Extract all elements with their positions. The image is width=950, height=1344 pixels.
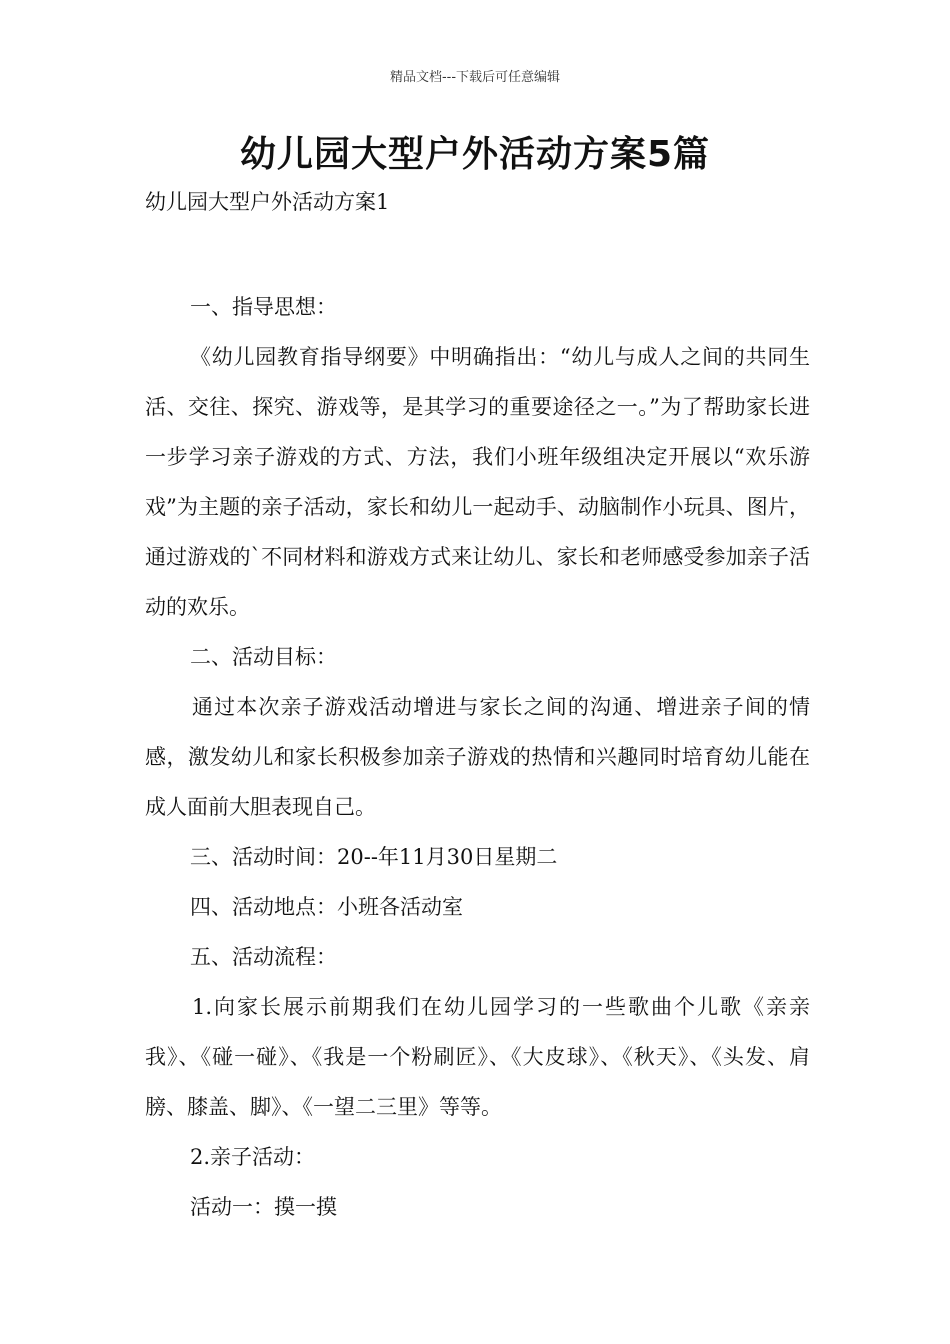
paragraph-process-step-1: 1.向家长展示前期我们在幼儿园学习的一些歌曲个儿歌《亲亲我》、《碰一碰》、《我是一个粉刷匠》、《大皮球》、《秋天》、《头发、肩膀、膝盖、脚》、《一望二三里》等等。 [145, 995, 810, 1119]
activity-time: 三、活动时间：20--年11月30日星期二 [190, 845, 558, 869]
document-body [145, 282, 810, 1232]
paragraph-activity-goals: 通过本次亲子游戏活动增进与家长之间的沟通、增进亲子间的情感，激发幼儿和家长积极参加亲子游戏的热情和兴趣同时培育幼儿能在成人面前大胆表现自己。 [145, 695, 810, 819]
activity-one: 活动一：摸一摸 [190, 1195, 337, 1219]
document-title: 幼儿园大型户外活动方案5篇 [239, 134, 711, 175]
heading-activity-process: 五、活动流程： [190, 945, 337, 969]
heading-guiding-thought: 一、指导思想： [190, 295, 337, 319]
paragraph-guiding-thought: 《幼儿园教育指导纲要》中明确指出：“幼儿与成人之间的共同生活、交往、探究、游戏等，是其学习的重要途径之一。”为了帮助家长进一步学习亲子游戏的方式、方法，我们小班年级组决定开展以“欢乐游戏”为主题的亲子活动，家长和幼儿一起动手、动脑制作小玩具、图片，通过游戏的`不同材料和游戏方式来让幼儿、家长和老师感受参加亲子活动的欢乐。 [145, 345, 810, 619]
activity-location: 四、活动地点：小班各活动室 [190, 895, 463, 919]
process-step-2: 2.亲子活动： [190, 1145, 316, 1169]
section-subtitle: 幼儿园大型户外活动方案1 [145, 190, 390, 214]
heading-activity-goals: 二、活动目标： [190, 645, 337, 669]
header-note: 精品文档---下载后可任意编辑 [389, 70, 561, 85]
